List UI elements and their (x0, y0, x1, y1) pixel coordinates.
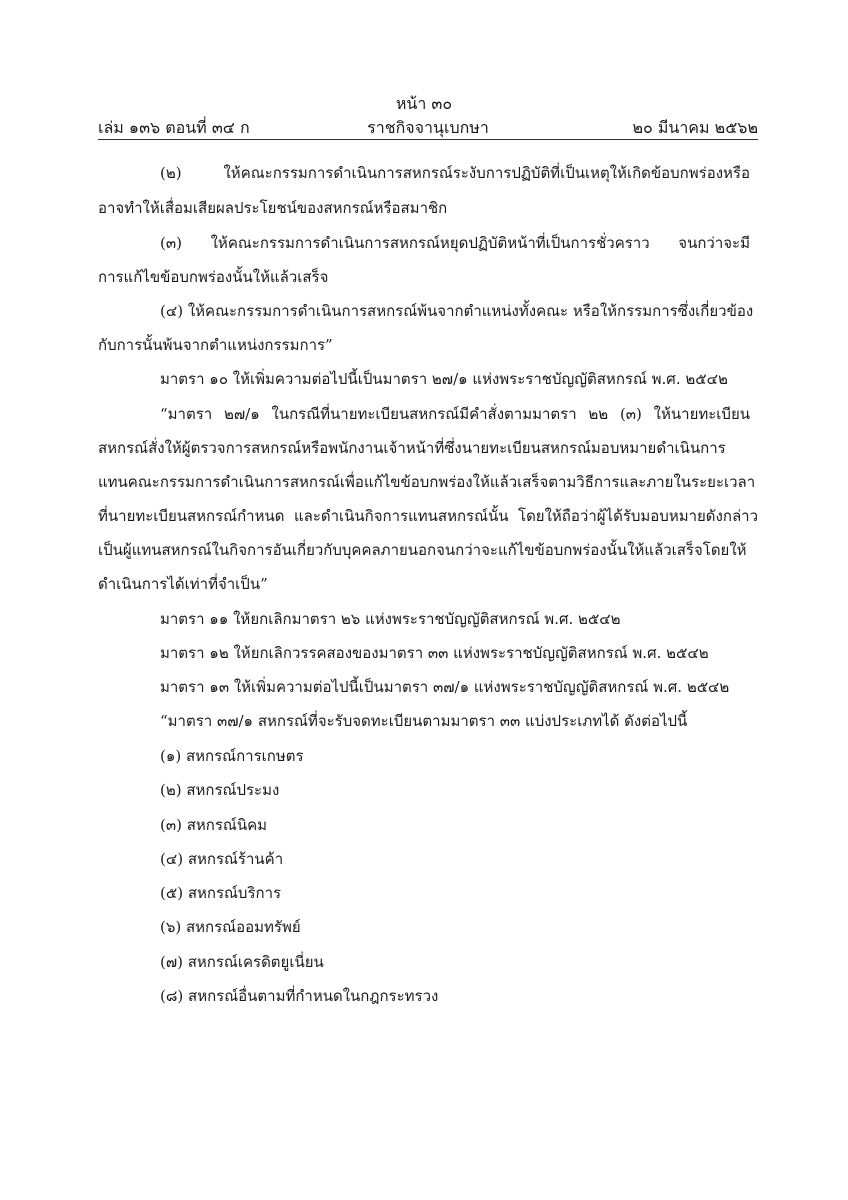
header-divider (98, 139, 758, 140)
volume-issue: เล่ม ๑๓๖ ตอนที่ ๓๔ ก (98, 118, 250, 137)
section-11: มาตรา ๑๑ ให้ยกเลิกมาตรา ๒๖ แห่งพระราชบัญญัติสหกรณ์ พ.ศ. ๒๕๔๒ (160, 610, 621, 628)
publication-title: ราชกิจจานุเบกษา (367, 118, 489, 137)
section-27-1-line-1: “มาตรา ๒๗/๑ ในกรณีที่นายทะเบียนสหกรณ์มีคำสั่งตามมาตรา ๒๒ (๓) ให้นายทะเบียน (160, 405, 750, 423)
section-10: มาตรา ๑๐ ให้เพิ่มความต่อไปนี้เป็นมาตรา ๒๗/๑ แห่งพระราชบัญญัติสหกรณ์ พ.ศ. ๒๕๔๒ (160, 370, 728, 388)
cooperative-type-item: (๓) สหกรณ์นิคม (160, 816, 267, 834)
paragraph-4-line-2: กับการนั้นพ้นจากตำแหน่งกรรมการ” (98, 336, 333, 354)
section-27-1-line-6: ดำเนินการได้เท่าที่จำเป็น” (98, 575, 268, 593)
cooperative-type-item: (๒) สหกรณ์ประมง (160, 781, 280, 799)
page-number: หน้า ๓๐ (395, 94, 453, 113)
running-header (98, 116, 758, 138)
cooperative-type-item: (๔) สหกรณ์ร้านค้า (160, 850, 284, 868)
cooperative-type-item: (๘) สหกรณ์อื่นตามที่กำหนดในกฎกระทรวง (160, 987, 439, 1005)
section-27-1-line-4: ที่นายทะเบียนสหกรณ์กำหนด และดำเนินกิจการแทนสหกรณ์นั้น โดยให้ถือว่าผู้ได้รับมอบหมายดังกล่าว (98, 507, 758, 525)
publication-date: ๒๐ มีนาคม ๒๕๖๒ (632, 118, 758, 137)
cooperative-type-item: (๕) สหกรณ์บริการ (160, 884, 282, 902)
paragraph-2-line-2: อาจทำให้เสื่อมเสียผลประโยชน์ของสหกรณ์หรือสมาชิก (98, 199, 448, 217)
section-27-1-line-2: สหกรณ์สั่งให้ผู้ตรวจการสหกรณ์หรือพนักงานเจ้าหน้าที่ซึ่งนายทะเบียนสหกรณ์มอบหมายดำเนินการ (98, 439, 726, 457)
section-13: มาตรา ๑๓ ให้เพิ่มความต่อไปนี้เป็นมาตรา ๓๗/๑ แห่งพระราชบัญญัติสหกรณ์ พ.ศ. ๒๕๔๒ (160, 678, 730, 696)
section-27-1-line-3: แทนคณะกรรมการดำเนินการสหกรณ์เพื่อแก้ไขข้อบกพร่องให้แล้วเสร็จตามวิธีการและภายในระยะเวลา (98, 473, 756, 491)
cooperative-type-item: (๑) สหกรณ์การเกษตร (160, 747, 304, 765)
paragraph-3-line-2: การแก้ไขข้อบกพร่องนั้นให้แล้วเสร็จ (98, 268, 329, 286)
section-27-1-line-5: เป็นผู้แทนสหกรณ์ในกิจการอันเกี่ยวกับบุคคลภายนอกจนกว่าจะแก้ไขข้อบกพร่องนั้นให้แล้วเสร็จโดยให้ (98, 541, 747, 559)
cooperative-type-item: (๖) สหกรณ์ออมทรัพย์ (160, 918, 301, 936)
section-12: มาตรา ๑๒ ให้ยกเลิกวรรคสองของมาตรา ๓๓ แห่งพระราชบัญญัติสหกรณ์ พ.ศ. ๒๕๔๒ (160, 644, 709, 662)
cooperative-type-item: (๗) สหกรณ์เครดิตยูเนี่ยน (160, 953, 324, 971)
section-37-1: “มาตรา ๓๗/๑ สหกรณ์ที่จะรับจดทะเบียนตามมาตรา ๓๓ แบ่งประเภทได้ ดังต่อไปนี้ (160, 712, 688, 730)
paragraph-2-line-1: (๒) ให้คณะกรรมการดำเนินการสหกรณ์ระงับการปฏิบัติที่เป็นเหตุให้เกิดข้อบกพร่องหรือ (160, 164, 750, 182)
paragraph-4-line-1: (๔) ให้คณะกรรมการดำเนินการสหกรณ์พ้นจากตำแหน่งทั้งคณะ หรือให้กรรมการซึ่งเกี่ยวข้อง (160, 302, 754, 320)
paragraph-3-line-1: (๓) ให้คณะกรรมการดำเนินการสหกรณ์หยุดปฏิบัติหน้าที่เป็นการชั่วคราว จนกว่าจะมี (160, 234, 750, 252)
